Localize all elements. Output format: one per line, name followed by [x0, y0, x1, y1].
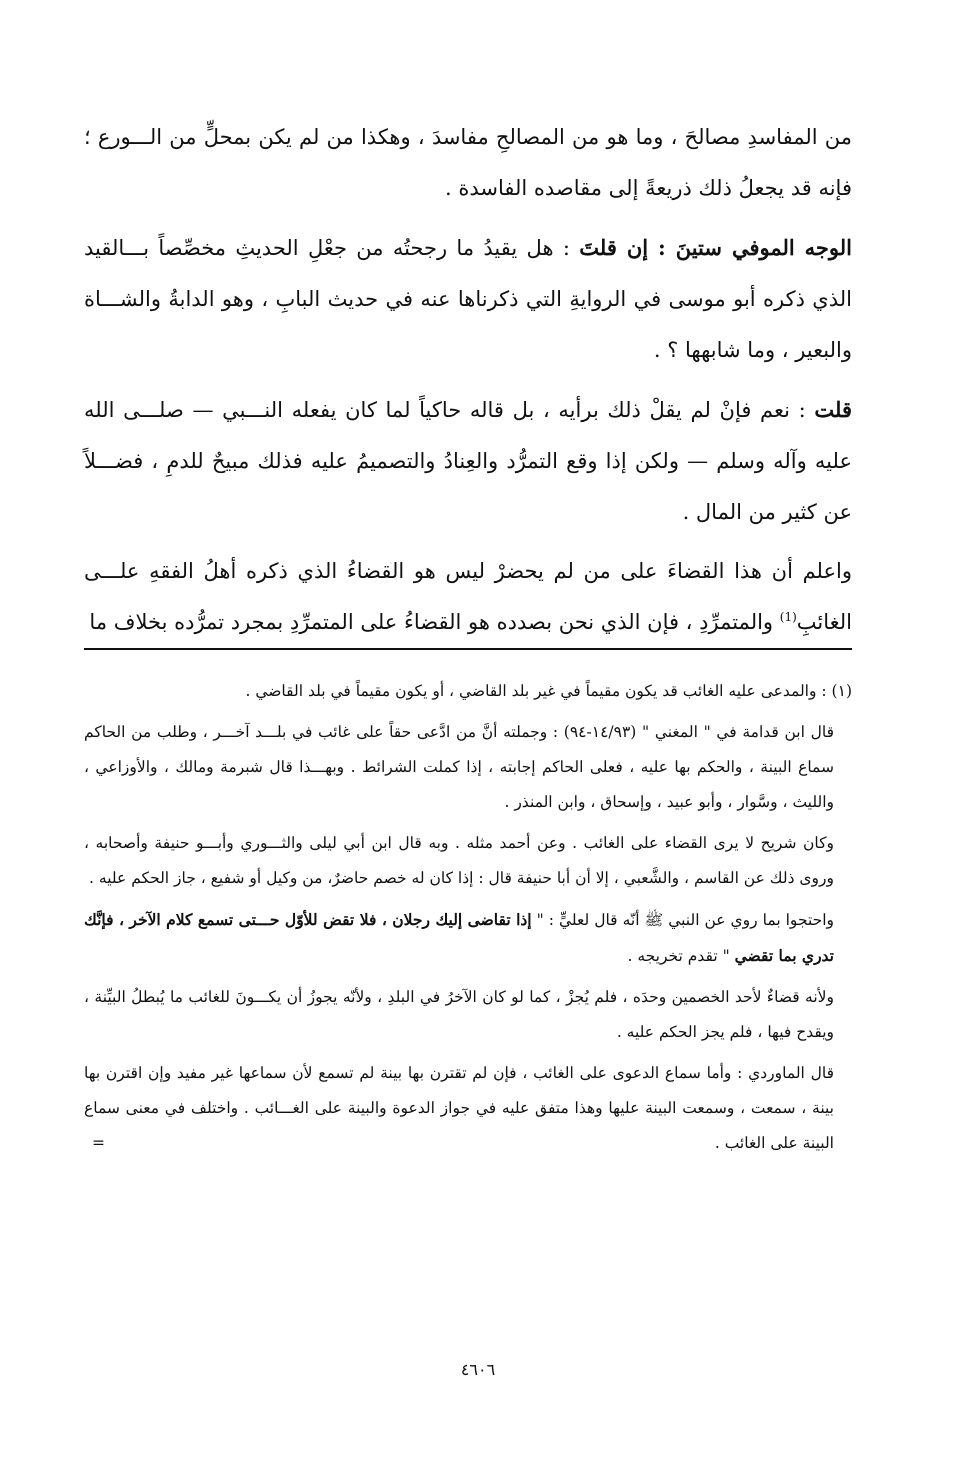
paragraph-2: [84, 222, 852, 376]
footnote-3: [84, 826, 852, 896]
paragraph-4: [84, 546, 852, 648]
footnote-6-text: قال الماوردي : وأما سماع الدعوى على الغائب ، فإن لم تقترن بها بينة لم تسمع لأن سماعها غير مفيد وإن اقترن بها بينة ، سمعت ، وسمعت البينة عليها وهذا متفق عليه في جواز الدعوة والبينة على الغـــائب . واختلف في معنى سماع البينة على الغائب .: [84, 1064, 834, 1152]
paragraph-2-heading: الوجه الموفي ستينَ : إن قلتَ: [579, 235, 852, 260]
footnote-3-text: وكان شريح لا يرى القضاء على الغائب . وعن أحمد مثله . وبه قال ابن أبي ليلى والثـــوري وأبـــو حنيفة وأصحابه ، وروى ذلك عن القاسم ، والشَّعبي ، إلا أن أبا حنيفة قال : إذا كان له خصم حاضرٌ، من وكيل أو شفيع ، جاز الحكم عليه .: [84, 834, 834, 887]
footnote-1: [84, 674, 852, 709]
footnote-2-text: قال ابن قدامة في " المغني " (١٤/٩٣-٩٤) : وجملته أنَّ من ادَّعى حقاً على غائب في بلـــد آخـــر ، وطلب من الحاكم سماع البينة ، والحكم بها عليه ، فعلى الحاكم إجابته ، إذا كملت الشرائط . وبهـــذا قال شبرمة ومالك ، والأوزاعي ، والليث ، وسَّوار ، وأبو عبيد ، وإسحاق ، وابن المنذر .: [84, 723, 835, 811]
paragraph-1-text: من المفاسدِ مصالحَ ، وما هو من المصالحِ مفاسدَ ، وهكذا من لم يكن بمحلٍّ من الـــورع ؛ فإنه قد يجعلُ ذلك ذريعةً إلى مقاصده الفاسدة .: [84, 125, 852, 200]
paragraph-3-heading: قلت: [814, 397, 852, 422]
paragraph-3-text: : نعم فإنْ لم يقلْ ذلك برأيه ، بل قاله حاكياً لما كان يفعله النـــبي — صلـــى الله عليه وآله وسلم — ولكن إذا وقع التمرُّد والعِنادُ والتصميمُ عليه فذلك مبيحٌ للدمِ ، فضـــلاً عن كثير من المال .: [84, 398, 852, 524]
footnote-4: [84, 902, 852, 974]
main-text: [84, 112, 852, 656]
paragraph-4-text-b: والمتمرِّدِ ، فإن الذي نحن بصدده هو القضاءُ على المتمرِّدِ بمجرد تمرُّده بخلاف ما: [89, 610, 780, 634]
footnote-2: [84, 715, 852, 820]
footnote-4-text-a: واحتجوا بما روي عن النبي ﷺ أنّه قال لعليٍّ : ": [531, 911, 834, 929]
paragraph-2-text: : هل يقيدُ ما رجحتُه من جعْلِ الحديثِ مخصِّصاً بـــالقيد الذي ذكره أبو موسى في الروايةِ التي ذكرناها عنه في حديث البابِ ، وهو الدابةُ والشـــاة والبعير ، وما شابهها ؟ .: [84, 236, 852, 362]
paragraph-3: [84, 384, 852, 538]
paragraph-4-text-a: واعلم أن هذا القضاءَ على من لم يحضرْ ليس هو القضاءُ الذي ذكره أهلُ الفقهِ علـــى الغائبِ: [84, 559, 852, 634]
footnotes: [84, 674, 852, 1167]
footnote-1-text: (١) : والمدعى عليه الغائب قد يكون مقيماً في غير بلد القاضي ، أو يكون مقيماً في بلد القاضي .: [245, 682, 852, 700]
paragraph-1: [84, 112, 852, 214]
footnote-5: [84, 980, 852, 1050]
footnote-reference: (1): [779, 610, 797, 624]
footnote-4-hadith: إذا تقاضى إليك رجلان ، فلا تقض للأوّل حـــتى تسمع كلام الآخر ، فإنَّك تدري بما تقضي: [84, 910, 834, 965]
footnote-5-text: ولأنه قضاءٌ لأحد الخصمين وحدَه ، فلم يُجزْ ، كما لو كان الآخرُ في البلدِ ، ولأنّه يجوزُ أن يكـــونَ للغائب ما يُبطلُ البيِّنة ، ويقدح فيها ، فلم يجز الحكم عليه .: [84, 988, 834, 1041]
footnote-separator: [84, 648, 852, 650]
footnote-4-text-b: " تقدم تخريجه .: [627, 947, 735, 965]
footnote-6: [84, 1056, 852, 1161]
continuation-mark: =: [92, 1134, 105, 1152]
page-number: ٤٦٠٦: [460, 1360, 496, 1379]
